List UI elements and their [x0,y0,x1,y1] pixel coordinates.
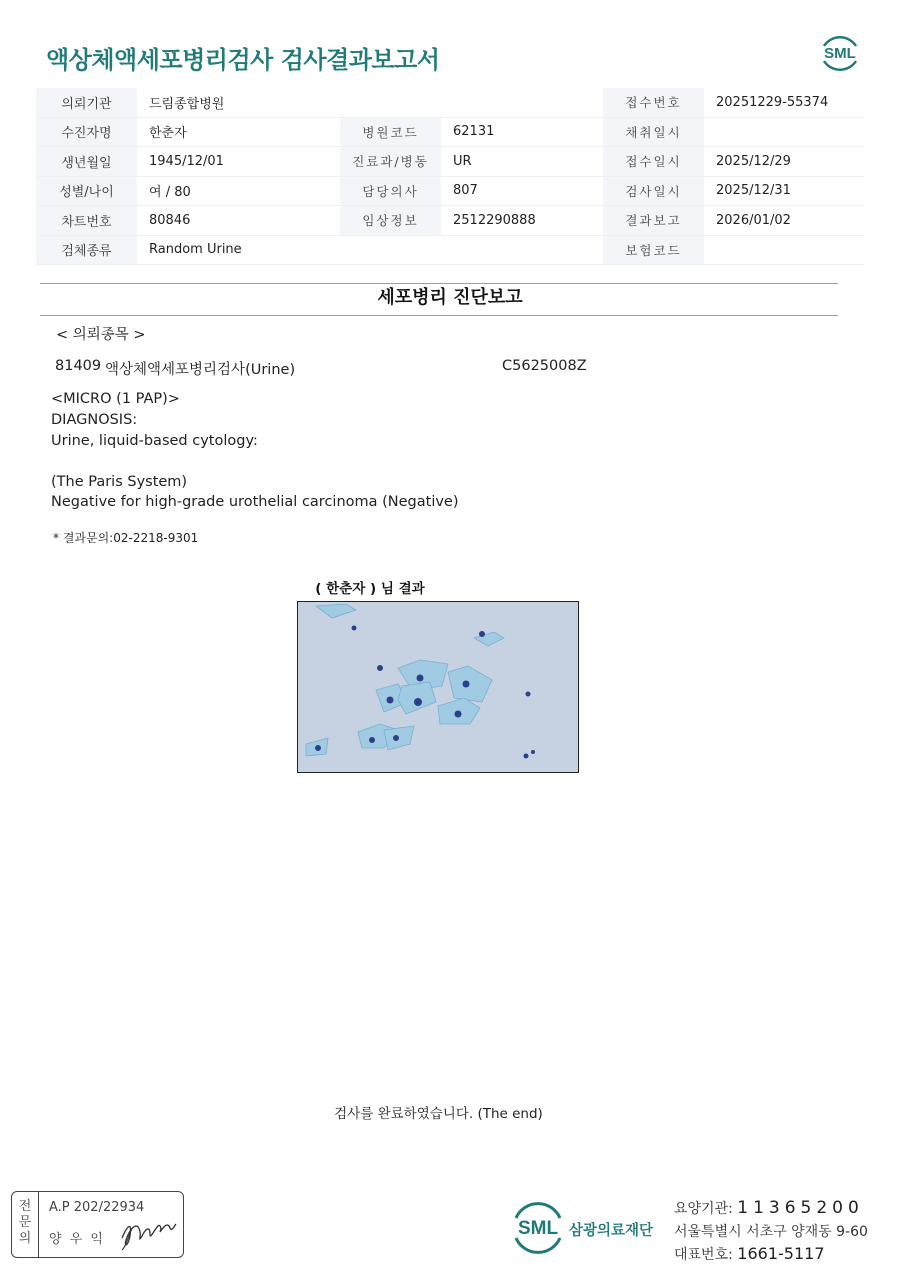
code-value: 11365200 [737,1198,864,1218]
report-title: 액상체액세포병리검사 검사결과보고서 [46,46,440,74]
institution-code-row [674,1198,864,1218]
info-value: 2025/12/31 [704,176,864,206]
test-name: 액상체액세포병리검사(Urine) [105,362,296,378]
org-name: 삼광의료재단 [569,1223,654,1239]
section-rule-bottom [40,315,838,316]
report-line: Urine, liquid-based cytology: [51,433,258,449]
stamp-side-char: 의 [18,1231,32,1246]
info-label: 수진자명 [36,117,137,147]
info-row [36,235,864,265]
info-row [36,206,864,236]
info-value [441,235,603,265]
footer-logo-text: SML [517,1218,559,1239]
info-value: 62131 [441,117,603,147]
info-label: 접수번호 [603,88,704,117]
info-label: 검사일시 [603,176,704,206]
info-value: 한춘자 [137,117,340,147]
info-label: 생년월일 [36,147,137,177]
info-row [36,147,864,177]
info-label [340,235,441,265]
insurance-code: C5625008Z [502,358,587,374]
info-value: Random Urine [137,235,340,265]
info-label: 담당의사 [340,176,441,206]
info-value: 2025/12/29 [704,147,864,177]
report-line: <MICRO (1 PAP)> [51,391,180,407]
info-label: 결과보고 [603,206,704,236]
info-value: 드림종합병원 [137,88,340,117]
info-label: 의뢰기관 [36,88,137,117]
info-label: 검체종류 [36,235,137,265]
info-value [704,117,864,147]
code-label: 요양기관: [674,1201,733,1217]
info-label: 병원코드 [340,117,441,147]
info-row [36,117,864,147]
report-line: (The Paris System) [51,474,188,490]
info-value [704,235,864,265]
info-label: 성별/나이 [36,176,137,206]
info-value: 여 / 80 [137,176,340,206]
patient-info-table [36,88,864,265]
logo-text: SML [824,45,856,62]
info-label: 접수일시 [603,147,704,177]
microscopy-image [297,601,579,773]
image-caption: ( 한춘자 ) 님 결과 [315,581,425,597]
info-label: 차트번호 [36,206,137,236]
info-value: 2512290888 [441,206,603,236]
info-label: 진료과/병동 [340,147,441,177]
info-value: 20251229-55374 [704,88,864,117]
info-value: 1945/12/01 [137,147,340,177]
request-header: < 의뢰종목 > [56,327,146,343]
stamp-side-char: 전 [18,1199,32,1214]
report-line: DIAGNOSIS: [51,412,138,428]
address: 서울특별시 서초구 양재동 9-60 [674,1224,868,1240]
info-value: 80846 [137,206,340,236]
info-value: UR [441,147,603,177]
phone-label: 대표번호: [674,1247,733,1263]
sml-footer-logo-icon [510,1198,566,1256]
info-label: 임상정보 [340,206,441,236]
signature-icon [118,1208,182,1252]
info-value: 2026/01/02 [704,206,864,236]
test-code: 81409 [55,358,102,374]
cytology-cells-icon [298,602,578,772]
info-row [36,176,864,206]
info-value [441,88,603,117]
stamp-license: A.P 202/22934 [49,1200,145,1215]
contact-note: * 결과문의:02-2218-9301 [53,531,199,545]
info-label [340,88,441,117]
info-row [36,88,864,117]
info-label: 보험코드 [603,235,704,265]
phone-value: 1661-5117 [737,1244,825,1263]
sml-logo-icon [818,32,862,74]
section-title: 세포병리 진단보고 [377,287,523,308]
info-label: 채취일시 [603,117,704,147]
stamp-side-label [11,1191,39,1258]
report-line: Negative for high-grade urothelial carcinoma (Negative) [51,494,459,510]
stamp-side-char: 문 [18,1215,32,1230]
info-value: 807 [441,176,603,206]
phone-row [674,1244,825,1264]
stamp-name: 양 우 익 [49,1232,105,1247]
end-text: 검사를 완료하였습니다. (The end) [334,1106,543,1122]
